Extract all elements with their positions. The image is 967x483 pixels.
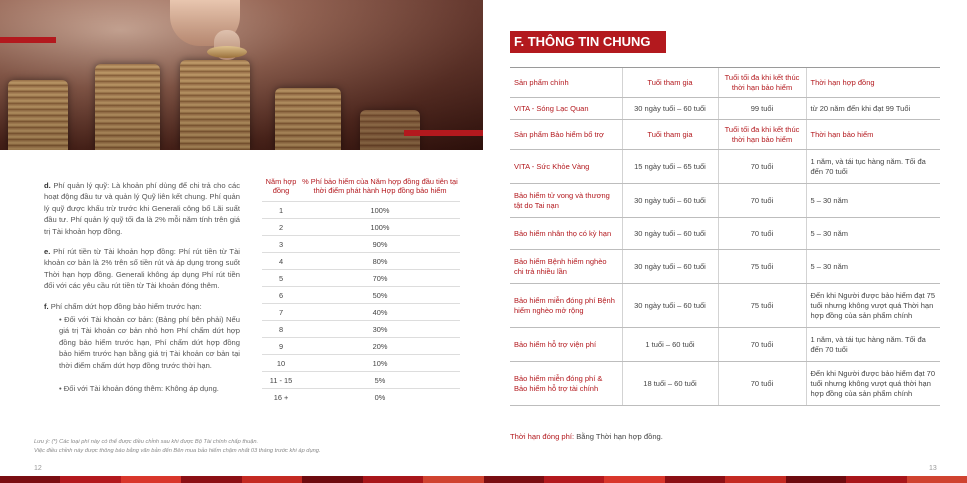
fee-row <box>262 304 460 321</box>
fee-row <box>262 355 460 372</box>
table-cell: 1 năm, và tái tục hàng năm. Tối đa đến 70 tuổi <box>806 150 940 184</box>
table-cell: VITA - Sức Khỏe Vàng <box>510 150 622 184</box>
item-e: e. Phí rút tiền từ Tài khoản hợp đồng: Phí rút tiền từ Tài khoản cơ bản là 2% trên số tiền rút và áp dụng trong suốt Thời hạn hợp đồng. Generali không áp dụng Phí rút tiền đối với các yêu cầu rút tiền từ Tài khoản đóng thêm. <box>44 247 240 291</box>
table-header-row <box>510 120 940 150</box>
header-cell: Tuổi tham gia <box>622 68 718 98</box>
table-cell: 18 tuổi – 60 tuổi <box>622 362 718 406</box>
table-cell: 75 tuổi <box>718 284 806 328</box>
fee-year: 8 <box>262 321 300 338</box>
header-cell: Sản phẩm chính <box>510 68 622 98</box>
fee-year: 16 + <box>262 389 300 406</box>
footnotes: Lưu ý: (*) Các loại phí này có thể được điều chỉnh sau khi được Bộ Tài chính chấp thuận. Việc điều chỉnh này được thông báo bằng văn bản đến Bên mua bảo hiểm chậm nhất 03 tháng trước khi áp dụng. <box>34 439 321 454</box>
table-cell: 70 tuổi <box>718 184 806 218</box>
fee-percent: 70% <box>300 270 460 287</box>
fee-percent: 20% <box>300 338 460 355</box>
table-cell: 75 tuổi <box>718 250 806 284</box>
table-cell: Bảo hiểm miễn đóng phí & Bảo hiểm hỗ trợ tài chính <box>510 362 622 406</box>
header-cell: Tuổi tối đa khi kết thúc thời hạn bảo hiểm <box>718 120 806 150</box>
header-cell: Tuổi tối đa khi kết thúc thời hạn bảo hiểm <box>718 68 806 98</box>
table-cell: VITA - Sóng Lạc Quan <box>510 98 622 120</box>
fee-row <box>262 389 460 406</box>
fee-year: 3 <box>262 236 300 253</box>
table-row <box>510 328 940 362</box>
table-cell: 15 ngày tuổi – 65 tuổi <box>622 150 718 184</box>
fee-row <box>262 338 460 355</box>
footer-strip <box>0 476 967 483</box>
fee-percent: 50% <box>300 287 460 304</box>
table-cell: 30 ngày tuổi – 60 tuổi <box>622 98 718 120</box>
fee-percent: 10% <box>300 355 460 372</box>
table-row <box>510 362 940 406</box>
fee-percent: 80% <box>300 253 460 270</box>
right-page <box>484 0 967 483</box>
table-cell: 70 tuổi <box>718 328 806 362</box>
fee-year: 1 <box>262 202 300 219</box>
table-cell: 70 tuổi <box>718 362 806 406</box>
fee-percent: 100% <box>300 202 460 219</box>
table-cell: 30 ngày tuổi – 60 tuổi <box>622 218 718 250</box>
sub-item-basic-account: • Đối với Tài khoản cơ bản: (Bảng phí bên phải) Nếu giá trị Tài khoản cơ bản nhỏ hơn Phí chấm dứt hợp đồng bảo hiểm trước hạn, Phí chấm dứt hợp đồng bảo hiểm trước hạn bằng giá trị Tài khoản cơ bản tại thời điểm chấm dứt hợp đồng trước thời hạn. <box>59 315 240 370</box>
fee-description <box>44 180 240 395</box>
sub-item-topup-account: • Đối với Tài khoản đóng thêm: Không áp dụng. <box>59 384 219 394</box>
fee-row <box>262 236 460 253</box>
table-cell: 5 – 30 năm <box>806 250 940 284</box>
premium-term: Thời hạn đóng phí: Bằng Thời hạn hợp đồng. <box>510 432 663 441</box>
header-cell: Sản phẩm Bảo hiểm bổ trợ <box>510 120 622 150</box>
fee-year: 4 <box>262 253 300 270</box>
table-cell: Bảo hiểm Bệnh hiểm nghèo chi trả nhiều lần <box>510 250 622 284</box>
table-row <box>510 250 940 284</box>
item-f: f. Phí chấm dứt hợp đồng bảo hiểm trước hạn: <box>44 301 202 311</box>
left-page <box>0 0 483 483</box>
fee-row <box>262 270 460 287</box>
table-cell: Bảo hiểm hỗ trợ viện phí <box>510 328 622 362</box>
fee-year: 5 <box>262 270 300 287</box>
accent-bar <box>0 37 56 43</box>
fee-percent: 40% <box>300 304 460 321</box>
fee-percent: 0% <box>300 389 460 406</box>
table-cell: Bảo hiểm tử vong và thương tật do Tai nạn <box>510 184 622 218</box>
header-year: Năm hợp đồng <box>265 177 297 195</box>
item-d: d. Phí quản lý quỹ: Là khoản phí dùng để chi trả cho các hoạt động đầu tư và quản lý Quỹ liên kết chung. Phí quản lý quỹ được khấu trừ trước khi Generali công bố Lãi suất đầu tư. Phí quản lý quỹ tối đa là 2% mỗi năm tính trên giá trị Tài khoản hợp đồng. <box>44 181 240 236</box>
table-cell: 1 tuổi – 60 tuổi <box>622 328 718 362</box>
accent-bar <box>404 130 483 136</box>
fee-row <box>262 287 460 304</box>
coins-photo <box>0 0 483 150</box>
general-info-table <box>510 67 940 406</box>
table-row <box>510 218 940 250</box>
table-cell: từ 20 năm đến khi đạt 99 Tuổi <box>806 98 940 120</box>
fee-row <box>262 253 460 270</box>
fee-year: 9 <box>262 338 300 355</box>
table-cell: 70 tuổi <box>718 150 806 184</box>
header-cell: Thời hạn bảo hiểm <box>806 120 940 150</box>
table-row <box>510 284 940 328</box>
fee-percent: 100% <box>300 219 460 236</box>
fee-row <box>262 321 460 338</box>
surrender-fee-table <box>262 175 460 406</box>
fee-year: 6 <box>262 287 300 304</box>
section-title: F. THÔNG TIN CHUNG <box>510 31 666 53</box>
table-cell: Đến khi Người được bảo hiểm đạt 70 tuổi nhưng không vượt quá thời hạn hợp đồng của sản phẩm chính <box>806 362 940 406</box>
table-cell: Đến khi Người được bảo hiểm đạt 75 tuổi nhưng không vượt quá Thời hạn hợp đồng của sản phẩm chính <box>806 284 940 328</box>
page-number: 12 <box>34 465 42 472</box>
table-row <box>510 150 940 184</box>
header-cell: Tuổi tham gia <box>622 120 718 150</box>
table-row <box>510 184 940 218</box>
table-cell: 5 – 30 năm <box>806 184 940 218</box>
fee-percent: 90% <box>300 236 460 253</box>
table-cell: 70 tuổi <box>718 218 806 250</box>
table-cell: Bảo hiểm nhân thọ có kỳ hạn <box>510 218 622 250</box>
fee-row <box>262 202 460 219</box>
table-cell: Bảo hiểm miễn đóng phí Bệnh hiểm nghèo mở rộng <box>510 284 622 328</box>
table-cell: 1 năm, và tái tục hàng năm. Tối đa đến 70 tuổi <box>806 328 940 362</box>
fee-row <box>262 219 460 236</box>
fee-year: 2 <box>262 219 300 236</box>
fee-percent: 5% <box>300 372 460 389</box>
table-cell: 5 – 30 năm <box>806 218 940 250</box>
fee-year: 7 <box>262 304 300 321</box>
fee-year: 10 <box>262 355 300 372</box>
header-cell: Thời hạn hợp đồng <box>806 68 940 98</box>
fee-year: 11 - 15 <box>262 372 300 389</box>
header-percent: % Phí bảo hiểm của Năm hợp đồng đầu tiên tại thời điểm phát hành Hợp đồng bảo hiểm <box>302 177 458 195</box>
table-header-row <box>510 68 940 98</box>
table-cell: 30 ngày tuổi – 60 tuổi <box>622 284 718 328</box>
page-number: 13 <box>929 465 937 472</box>
table-cell: 30 ngày tuổi – 60 tuổi <box>622 250 718 284</box>
fee-percent: 30% <box>300 321 460 338</box>
table-cell: 30 ngày tuổi – 60 tuổi <box>622 184 718 218</box>
table-row <box>510 98 940 120</box>
table-cell: 99 tuổi <box>718 98 806 120</box>
fee-row <box>262 372 460 389</box>
